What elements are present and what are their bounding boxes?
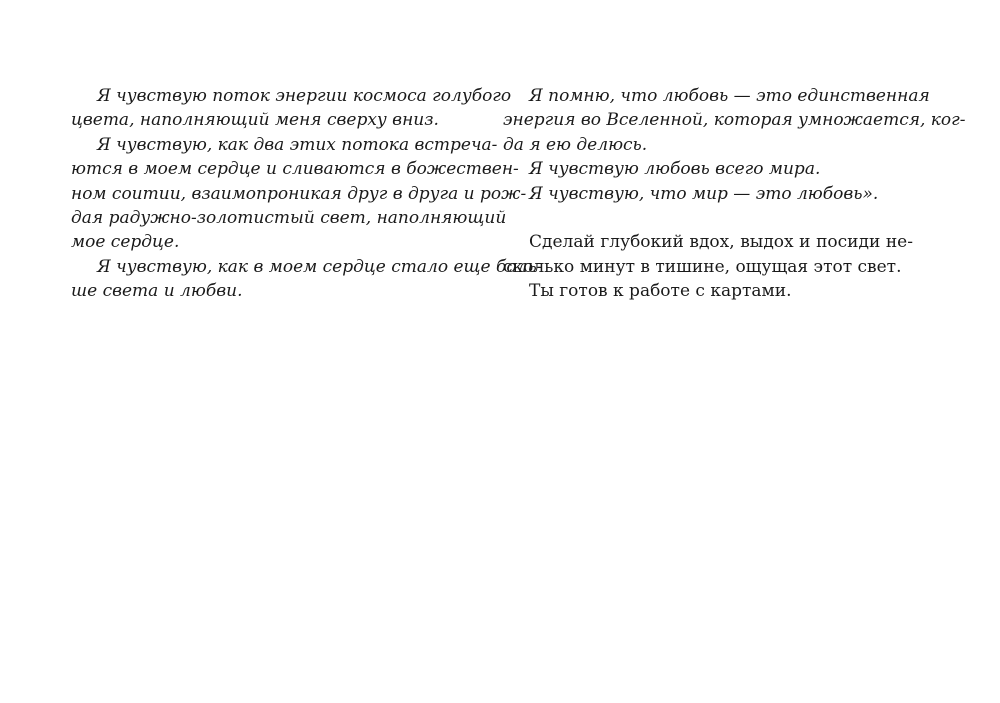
paragraph-line: Я чувствую, как в моем сердце стало еще боль- — [97, 256, 543, 277]
right-column — [503, 84, 966, 304]
paragraph-line: дая радужно-золотистый свет, наполняющий — [71, 207, 507, 228]
paragraph-line: ном соитии, взаимопроникая друг в друга и рож- — [71, 183, 527, 204]
paragraph-line: ются в моем сердце и сливаются в божествен- — [71, 159, 519, 180]
paragraph-line: Я чувствую любовь всего мира. — [529, 159, 821, 180]
paragraph-line: энергия во Вселенной, которая умножается, ког- — [503, 110, 966, 131]
paragraph-line: Я чувствую, что мир — это любовь». — [529, 183, 879, 204]
paragraph-line: сколько минут в тишине, ощущая этот свет. — [503, 256, 902, 277]
paragraph-line: Я чувствую, как два этих потока встреча- — [97, 134, 498, 155]
paragraph-line: мое сердце. — [71, 232, 180, 253]
left-column — [71, 84, 543, 304]
paragraph-line: Ты готов к работе с картами. — [529, 281, 792, 302]
paragraph-line: Я помню, что любовь — это единственная — [529, 86, 930, 106]
paragraph-line: Сделай глубокий вдох, выдох и посиди не- — [529, 232, 913, 253]
paragraph-gap — [503, 206, 913, 230]
paragraph-line: да я ею делюсь. — [503, 134, 648, 155]
paragraph-line: цвета, наполняющий меня сверху вниз. — [71, 110, 439, 131]
paragraph-line: Я чувствую поток энергии космоса голубого — [97, 86, 512, 106]
paragraph-line: ше света и любви. — [71, 281, 243, 302]
